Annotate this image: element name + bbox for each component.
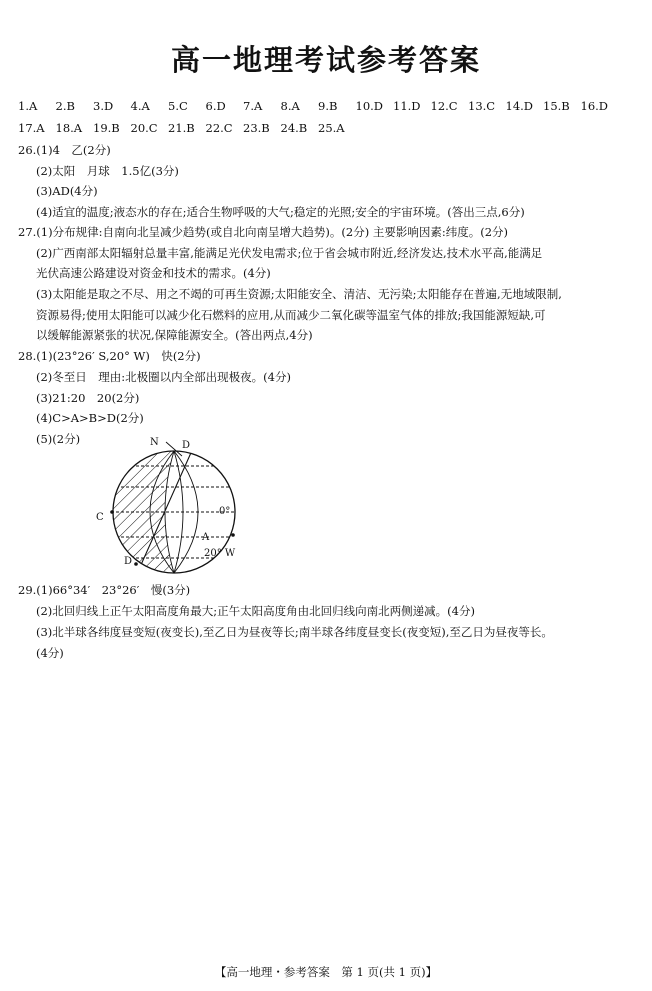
mc-answer: 2.B xyxy=(55,99,75,113)
mc-answer: 6.D xyxy=(205,99,226,113)
q26-part3: (3)AD(4分) xyxy=(36,184,98,198)
mc-answer: 5.C xyxy=(168,99,188,113)
globe-diagram xyxy=(86,434,266,584)
label-twenty-w: 20° W xyxy=(204,548,236,559)
label-d-top: D xyxy=(182,440,191,451)
mc-answer: 25.A xyxy=(318,121,345,135)
q29-part1: 29.(1)66°34′ 23°26′ 慢(3分) xyxy=(18,583,191,597)
q26-part2: (2)太阳 月球 1.5亿(3分) xyxy=(36,164,179,178)
mc-answer: 20.C xyxy=(130,121,158,135)
mc-answers-row-2 xyxy=(18,121,356,135)
label-n: N xyxy=(150,437,159,448)
point-d-bottom xyxy=(134,562,138,566)
mc-answer: 18.A xyxy=(55,121,83,135)
mc-answer: 16.D xyxy=(580,99,609,113)
q27-part3-line2: 资源易得;使用太阳能可以减少化石燃料的应用,从而减少二氧化碳等温室气体的排放;我国能源短缺,可 xyxy=(36,308,546,322)
mc-answer: 14.D xyxy=(505,99,534,113)
q29-part3-line1: (3)北半球各纬度昼变短(夜变长),至乙日为昼夜等长;南半球各纬度昼变长(夜变短),至乙日为昼夜等长。 xyxy=(36,625,553,639)
mc-answer: 21.B xyxy=(168,121,195,135)
q27-part3-line1: (3)太阳能是取之不尽、用之不竭的可再生资源;太阳能安全、清洁、无污染;太阳能存在普遍,无地域限制, xyxy=(36,287,562,301)
point-a xyxy=(231,533,235,537)
q29-part3-line2: (4分) xyxy=(36,646,64,660)
mc-answer: 3.D xyxy=(93,99,114,113)
mc-answer: 23.B xyxy=(243,121,270,135)
point-c xyxy=(110,510,114,514)
q28-part2: (2)冬至日 理由:北极圈以内全部出现极夜。(4分) xyxy=(36,370,291,384)
mc-answer: 12.C xyxy=(430,99,458,113)
mc-answer: 22.C xyxy=(205,121,233,135)
q27-part3-line3: 以缓解能源紧张的状况,保障能源安全。(答出两点,4分) xyxy=(36,328,313,342)
mc-answer: 11.D xyxy=(393,99,421,113)
mc-answer: 17.A xyxy=(18,121,45,135)
mc-answer: 8.A xyxy=(280,99,300,113)
q26-part1: 26.(1)4 乙(2分) xyxy=(18,143,111,157)
mc-answer: 7.A xyxy=(243,99,263,113)
q28-part1: 28.(1)(23°26′ S,20° W) 快(2分) xyxy=(18,349,201,363)
label-d-bottom: D xyxy=(124,556,133,567)
q27-part1: 27.(1)分布规律:自南向北呈减少趋势(或自北向南呈增大趋势)。(2分) 主要影响因素:纬度。(2分) xyxy=(18,225,509,239)
q28-part4: (4)C>A>B>D(2分) xyxy=(36,411,144,425)
page-footer: 【高一地理・参考答案 第 1 页(共 1 页)】 xyxy=(214,965,438,979)
mc-answer: 15.B xyxy=(543,99,570,113)
mc-answer: 24.B xyxy=(280,121,308,135)
mc-answer: 9.B xyxy=(318,99,338,113)
mc-answer: 10.D xyxy=(355,99,384,113)
q28-part5: (5)(2分) xyxy=(36,432,81,446)
mc-answer: 1.A xyxy=(18,99,38,113)
page-title: 高一地理考试参考答案 xyxy=(170,43,481,77)
q28-part3: (3)21:20 20(2分) xyxy=(36,391,140,405)
q27-part2-line1: (2)广西南部太阳辐射总量丰富,能满足光伏发电需求;位于省会城市附近,经济发达,技术水平高,能满足 xyxy=(36,246,543,260)
mc-answer: 13.C xyxy=(468,99,496,113)
q27-part2-line2: 光伏高速公路建设对资金和技术的需求。(4分) xyxy=(36,266,271,280)
q26-part4: (4)适宜的温度;液态水的存在;适合生物呼吸的大气;稳定的光照;安全的宇宙环境。(答出三点,6分) xyxy=(36,205,525,219)
q29-part2: (2)北回归线上正午太阳高度角最大;正午太阳高度角由北回归线向南北两侧递减。(4分) xyxy=(36,604,475,618)
label-a: A xyxy=(202,532,210,543)
mc-answers-row-1 xyxy=(18,99,618,113)
label-zero-degree: 0° xyxy=(219,506,231,517)
label-c: C xyxy=(96,512,104,523)
mc-answer: 19.B xyxy=(93,121,120,135)
mc-answer: 4.A xyxy=(130,99,150,113)
